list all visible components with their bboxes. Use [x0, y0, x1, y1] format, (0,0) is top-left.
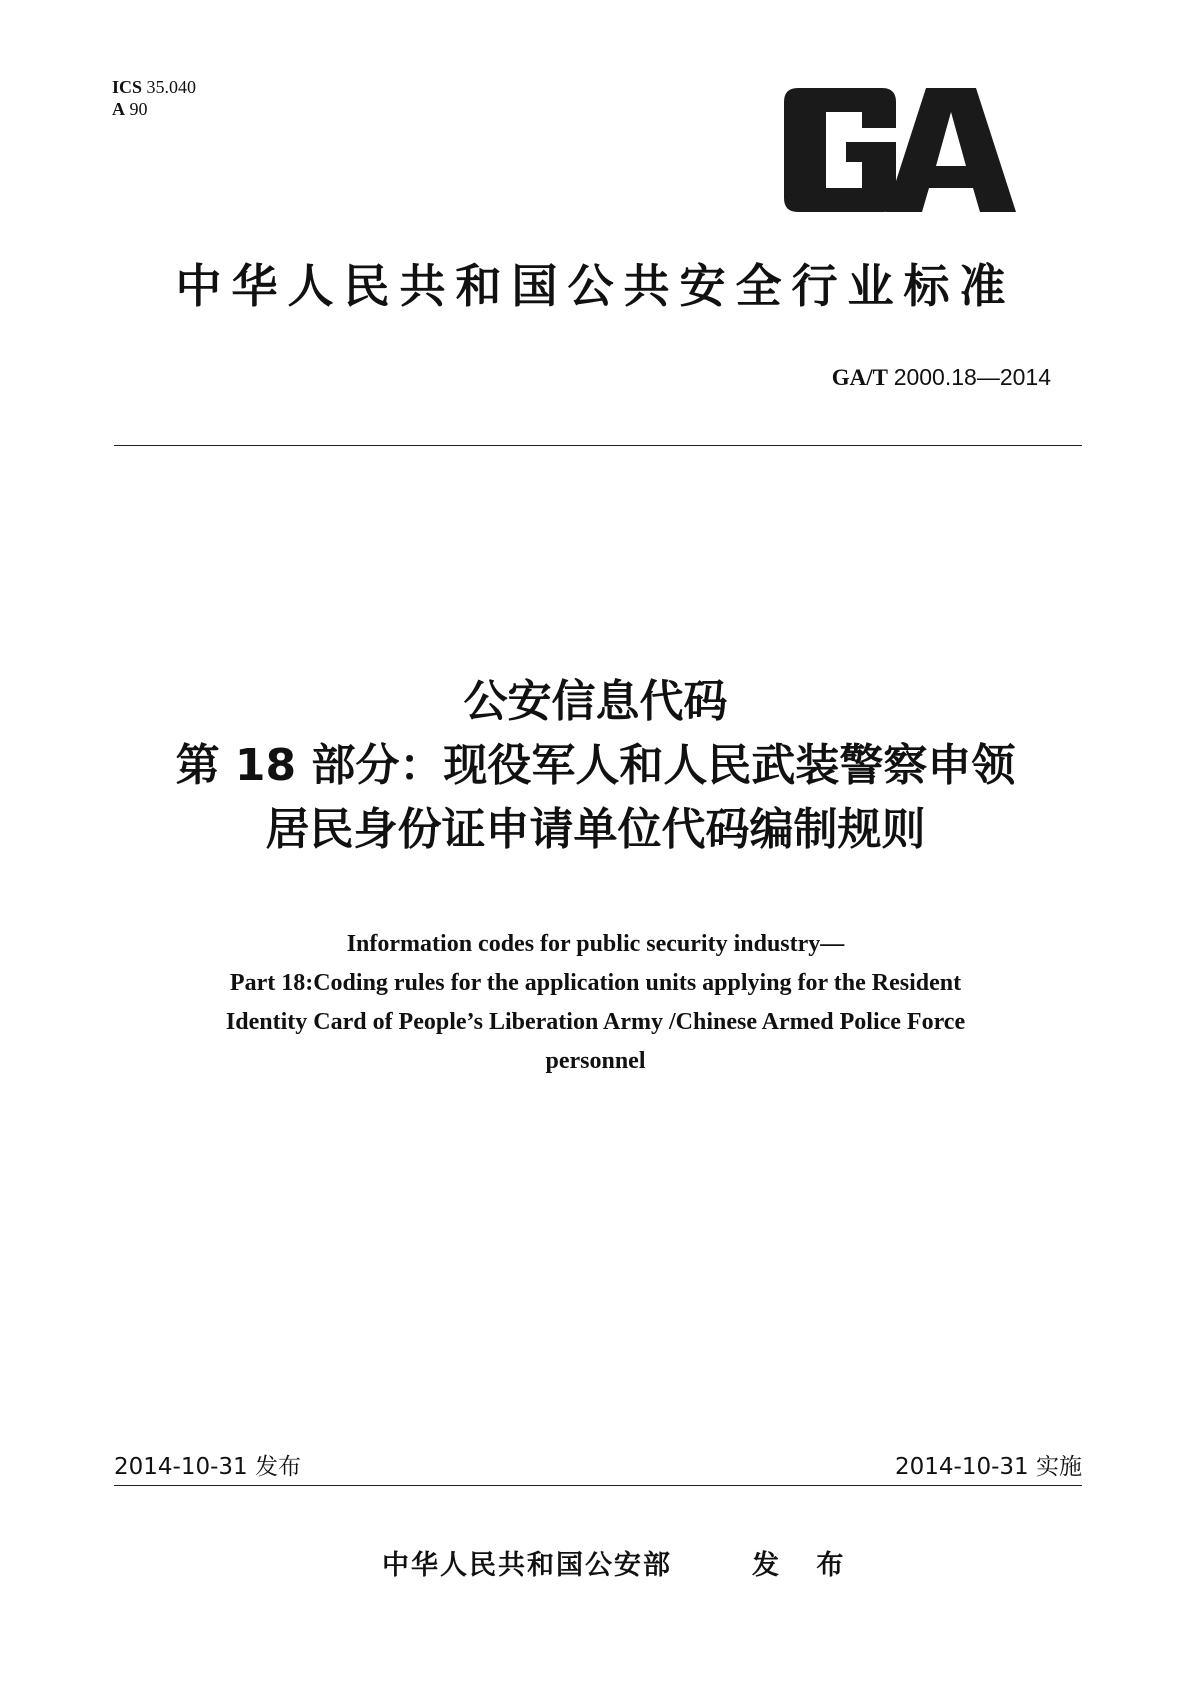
ics-value: 35.040	[146, 77, 197, 97]
english-title-line: personnel	[545, 1048, 646, 1074]
english-title-line: Identity Card of People’s Liberation Army /Chinese Armed Police Force	[225, 1009, 966, 1035]
standard-number	[832, 364, 1051, 391]
chinese-title-line: 居民身份证申请单位代码编制规则	[265, 804, 926, 855]
chinese-title-line: 公安信息代码	[463, 676, 728, 727]
ics-code	[112, 76, 196, 98]
english-title	[0, 925, 1191, 1081]
implementation-date: 2014-10-31 实施	[895, 1454, 1082, 1480]
issue-date: 2014-10-31 发布	[114, 1454, 301, 1480]
ccs-value: 90	[129, 99, 148, 119]
chinese-title-line: 第 18 部分：现役军人和人民武装警察申领	[175, 740, 1016, 791]
ccs-label: A	[112, 99, 125, 119]
standard-number-prefix: GA/T	[831, 365, 888, 390]
ics-label: ICS	[112, 77, 143, 97]
standard-number-value: 2000.18—2014	[893, 364, 1051, 390]
standard-category-title: 中华人民共和国公共安全行业标准	[175, 259, 1016, 313]
ga-logo-letter-a	[886, 88, 1016, 212]
english-title-line: Information codes for public security industry—	[346, 931, 845, 957]
classification-codes	[112, 76, 196, 120]
ccs-code	[112, 98, 196, 120]
publisher-name: 中华人民共和国公安部	[382, 1550, 672, 1581]
english-title-line: Part 18:Coding rules for the application units applying for the Resident	[229, 970, 962, 996]
top-divider	[114, 445, 1082, 446]
chinese-title	[0, 670, 1191, 862]
bottom-divider	[114, 1485, 1082, 1486]
publish-verb: 发 布	[752, 1550, 858, 1581]
ga-logo-letter-g	[784, 88, 896, 212]
ga-logo	[780, 88, 1018, 212]
